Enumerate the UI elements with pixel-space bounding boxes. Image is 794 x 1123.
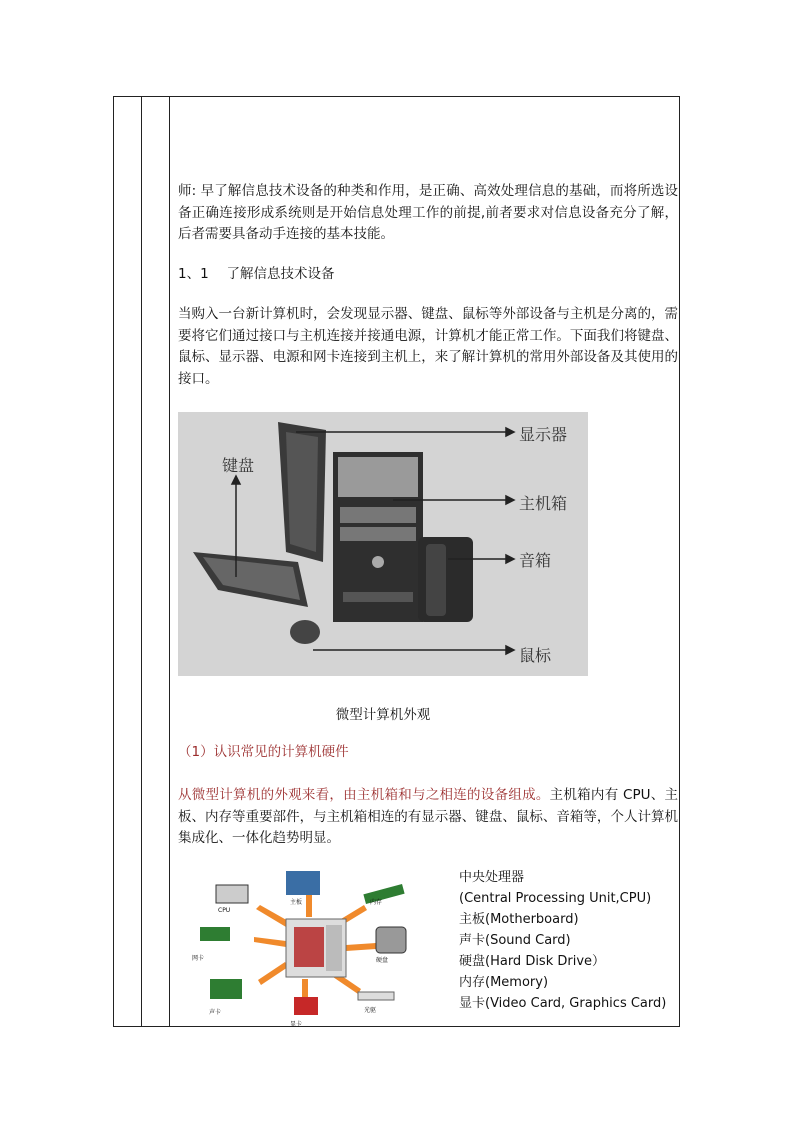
hardware-list-item: (Central Processing Unit,CPU) [459, 891, 652, 906]
section-heading: 1、1 了解信息技术设备 [178, 266, 335, 282]
photo-caption: 微型计算机外观 [335, 707, 431, 723]
table-column-divider [141, 97, 142, 1026]
diagram-label-netcard: 网卡 [192, 955, 205, 962]
hardware-list [459, 867, 679, 1014]
hardware-list-item: 硬盘(Hard Disk Drive） [459, 954, 606, 969]
label-speaker: 音箱 [519, 551, 552, 570]
label-mouse: 鼠标 [519, 646, 552, 665]
hardware-list-item: 显卡(Video Card, Graphics Card) [459, 996, 667, 1011]
diagram-label-harddisk: 硬盘 [376, 957, 389, 964]
diagram-label-mainboard: 主板 [290, 899, 303, 906]
label-case: 主机箱 [519, 494, 568, 513]
diagram-label-graphics: 显卡 [290, 1021, 303, 1028]
hardware-diagram [186, 867, 446, 1027]
hardware-list-item: 声卡(Sound Card) [459, 933, 571, 948]
label-keyboard: 键盘 [222, 456, 255, 475]
subheading-hardware: （1）认识常见的计算机硬件 [178, 744, 349, 760]
diagram-label-cpu: CPU [218, 907, 231, 914]
hardware-list-item: 中央处理器 [459, 870, 525, 885]
diagram-label-soundcard: 声卡 [209, 1009, 222, 1016]
label-monitor: 显示器 [519, 425, 568, 444]
hardware-list-item: 主板(Motherboard) [459, 912, 579, 927]
diagram-label-optical: 光驱 [364, 1007, 377, 1014]
paragraph-hardware-rest: 主机箱内有 CPU、主板、内存等重要部件，与主机箱相连的有显示器、键盘、鼠标、音箱等，个人计算机集成化、一体化趋势明显。 [178, 787, 678, 846]
intro-paragraph: 师: 早了解信息技术设备的种类和作用，是正确、高效处理信息的基础，而将所选设备正确连接形成系统则是开始信息处理工作的前提,前者要求对信息设备充分了解，后者需要具备动手连接的基本技能。 [178, 183, 678, 242]
paragraph-hardware-highlight: 从微型计算机的外观来看，由主机箱和与之相连的设备组成。 [178, 787, 550, 803]
paragraph-peripherals: 当购入一台新计算机时，会发现显示器、键盘、鼠标等外部设备与主机是分离的，需要将它们通过接口与主机连接并接通电源，计算机才能正常工作。下面我们将键盘、鼠标、显示器、电源和网卡连接到主机上，来了解计算机的常用外部设备及其使用的接口。 [178, 306, 678, 387]
table-column-divider [169, 97, 170, 1026]
hardware-list-item: 内存(Memory) [459, 975, 549, 990]
table-frame [113, 96, 680, 1027]
diagram-label-memory: 内存 [370, 899, 383, 906]
paragraph-hardware [178, 785, 678, 850]
